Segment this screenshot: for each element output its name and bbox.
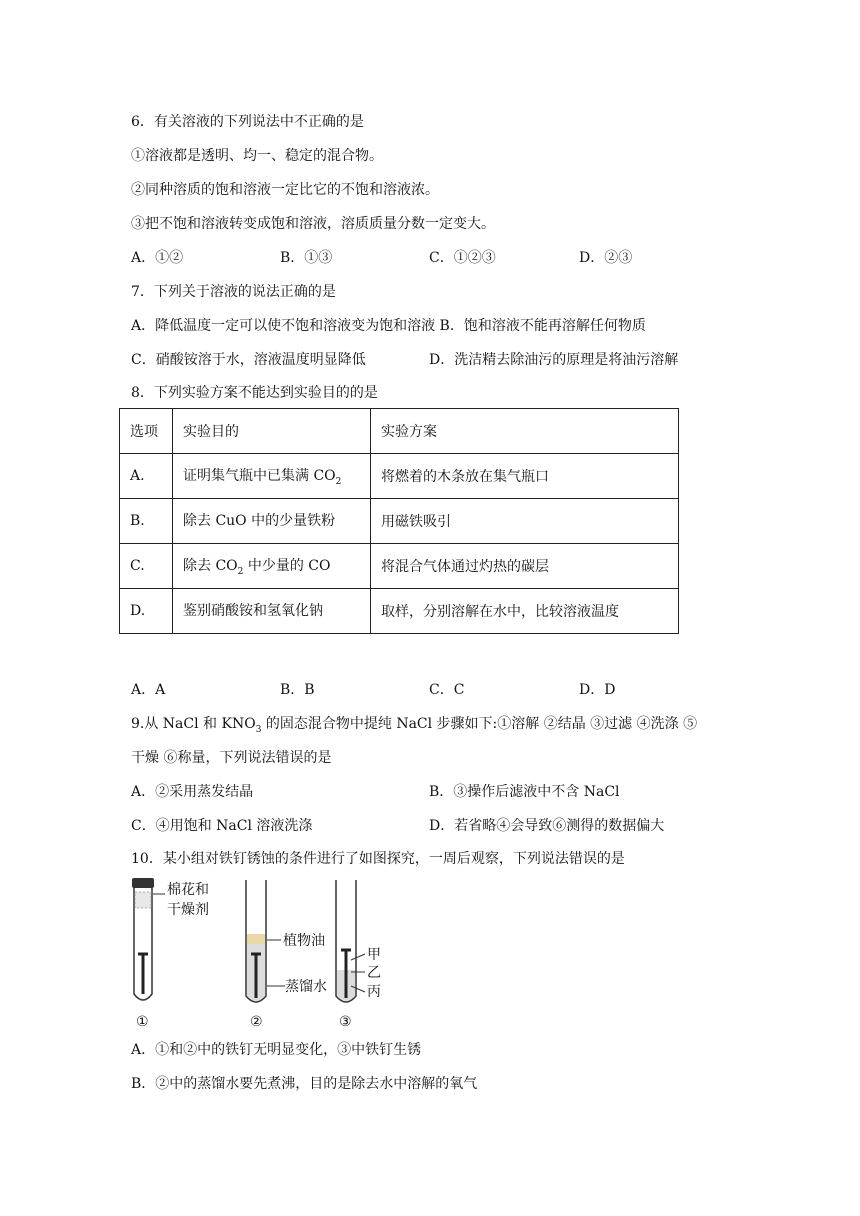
table-row	[120, 544, 679, 589]
q6-option-a: A．①②	[131, 250, 184, 266]
q7-stem: 7．下列关于溶液的说法正确的是	[131, 284, 336, 300]
label-tube-2: ②	[250, 1014, 263, 1030]
oil-layer-icon	[247, 934, 265, 944]
label-desiccant: 干燥剂	[167, 902, 209, 918]
label-cotton: 棉花和	[167, 882, 209, 898]
stopper-icon	[132, 878, 154, 888]
q9-option-c: C．④用饱和 NaCl 溶液洗涤	[131, 818, 313, 834]
label-jia: 甲	[367, 947, 381, 963]
label-tube-3: ③	[339, 1014, 352, 1030]
row-option: C.	[120, 544, 173, 589]
q8-option-d: D．D	[579, 682, 616, 698]
test-tube-2	[246, 880, 285, 1002]
q7-option-d: D．洗洁精去除油污的原理是将油污溶解	[429, 352, 679, 368]
row-plan: 用磁铁吸引	[371, 499, 679, 544]
q7-option-c: C．硝酸铵溶于水，溶液温度明显降低	[131, 352, 366, 368]
q6-option-b: B．①③	[280, 250, 333, 266]
q6-stem: 6．有关溶液的下列说法中不正确的是	[131, 114, 364, 130]
q6-statement-1: ①溶液都是透明、均一、稳定的混合物。	[131, 148, 383, 164]
q9-option-d: D．若省略④会导致⑥测得的数据偏大	[429, 818, 665, 834]
q10-stem: 10．某小组对铁钉锈蚀的条件进行了如图探究，一周后观察，下列说法错误的是	[131, 851, 625, 867]
label-yi: 乙	[367, 965, 381, 981]
q6-statement-3: ③把不饱和溶液转变成饱和溶液，溶质质量分数一定变大。	[131, 216, 495, 232]
q8-option-a: A．A	[131, 682, 166, 698]
row-option: A.	[120, 454, 173, 499]
row-goal: 除去 CuO 中的少量铁粉	[173, 499, 371, 544]
row-goal: 鉴别硝酸铵和氢氧化钠	[173, 589, 371, 634]
row-option: D.	[120, 589, 173, 634]
test-tube-3	[336, 880, 365, 1002]
q6-option-c: C．①②③	[429, 250, 496, 266]
q10-option-a: A．①和②中的铁钉无明显变化，③中铁钉生锈	[131, 1042, 422, 1058]
row-goal: 除去 $CO_2$ 中少量的 CO	[173, 544, 371, 589]
table-header-row	[120, 409, 679, 454]
q7-options-row-1: A．降低温度一定可以使不饱和溶液变为饱和溶液 B．饱和溶液不能再溶解任何物质	[131, 318, 646, 334]
q9-option-a: A．②采用蒸发结晶	[131, 784, 254, 800]
q8-option-c: C．C	[429, 682, 465, 698]
test-tube-1	[132, 878, 165, 1000]
q6-option-d: D．②③	[579, 250, 633, 266]
row-plan: 将混合气体通过灼热的碳层	[371, 544, 679, 589]
row-plan: 取样，分别溶解在水中，比较溶液温度	[371, 589, 679, 634]
table-row	[120, 499, 679, 544]
q8-option-b: B．B	[280, 682, 315, 698]
test-tube-figure	[125, 874, 395, 1034]
header-goal: 实验目的	[173, 409, 371, 454]
label-water: 蒸馏水	[285, 979, 327, 995]
label-tube-1: ①	[136, 1014, 149, 1030]
header-plan: 实验方案	[371, 409, 679, 454]
row-goal: 证明集气瓶中已集满 $CO_2$	[173, 454, 371, 499]
q6-statement-2: ②同种溶质的饱和溶液一定比它的不饱和溶液浓。	[131, 182, 439, 198]
table-row	[120, 454, 679, 499]
q10-option-b: B．②中的蒸馏水要先煮沸，目的是除去水中溶解的氧气	[131, 1076, 478, 1092]
cotton-desiccant-icon	[135, 892, 151, 908]
q9-stem: 9.从 NaCl 和 $KNO_3$ 的固态混合物中提纯 NaCl 步骤如下:①溶解 ②结晶 ③过滤 ④洗涤 ⑤	[131, 716, 698, 735]
table-row	[120, 589, 679, 634]
q9-stem-continued: 干燥 ⑥称量，下列说法错误的是	[131, 750, 332, 766]
label-bing: 丙	[367, 984, 381, 1000]
q8-stem: 8．下列实验方案不能达到实验目的的是	[131, 385, 378, 401]
header-option: 选项	[120, 409, 173, 454]
q9-option-b: B．③操作后滤液中不含 NaCl	[429, 784, 620, 800]
row-plan: 将燃着的木条放在集气瓶口	[371, 454, 679, 499]
q8-table	[119, 408, 679, 634]
row-option: B.	[120, 499, 173, 544]
label-oil: 植物油	[283, 933, 325, 949]
